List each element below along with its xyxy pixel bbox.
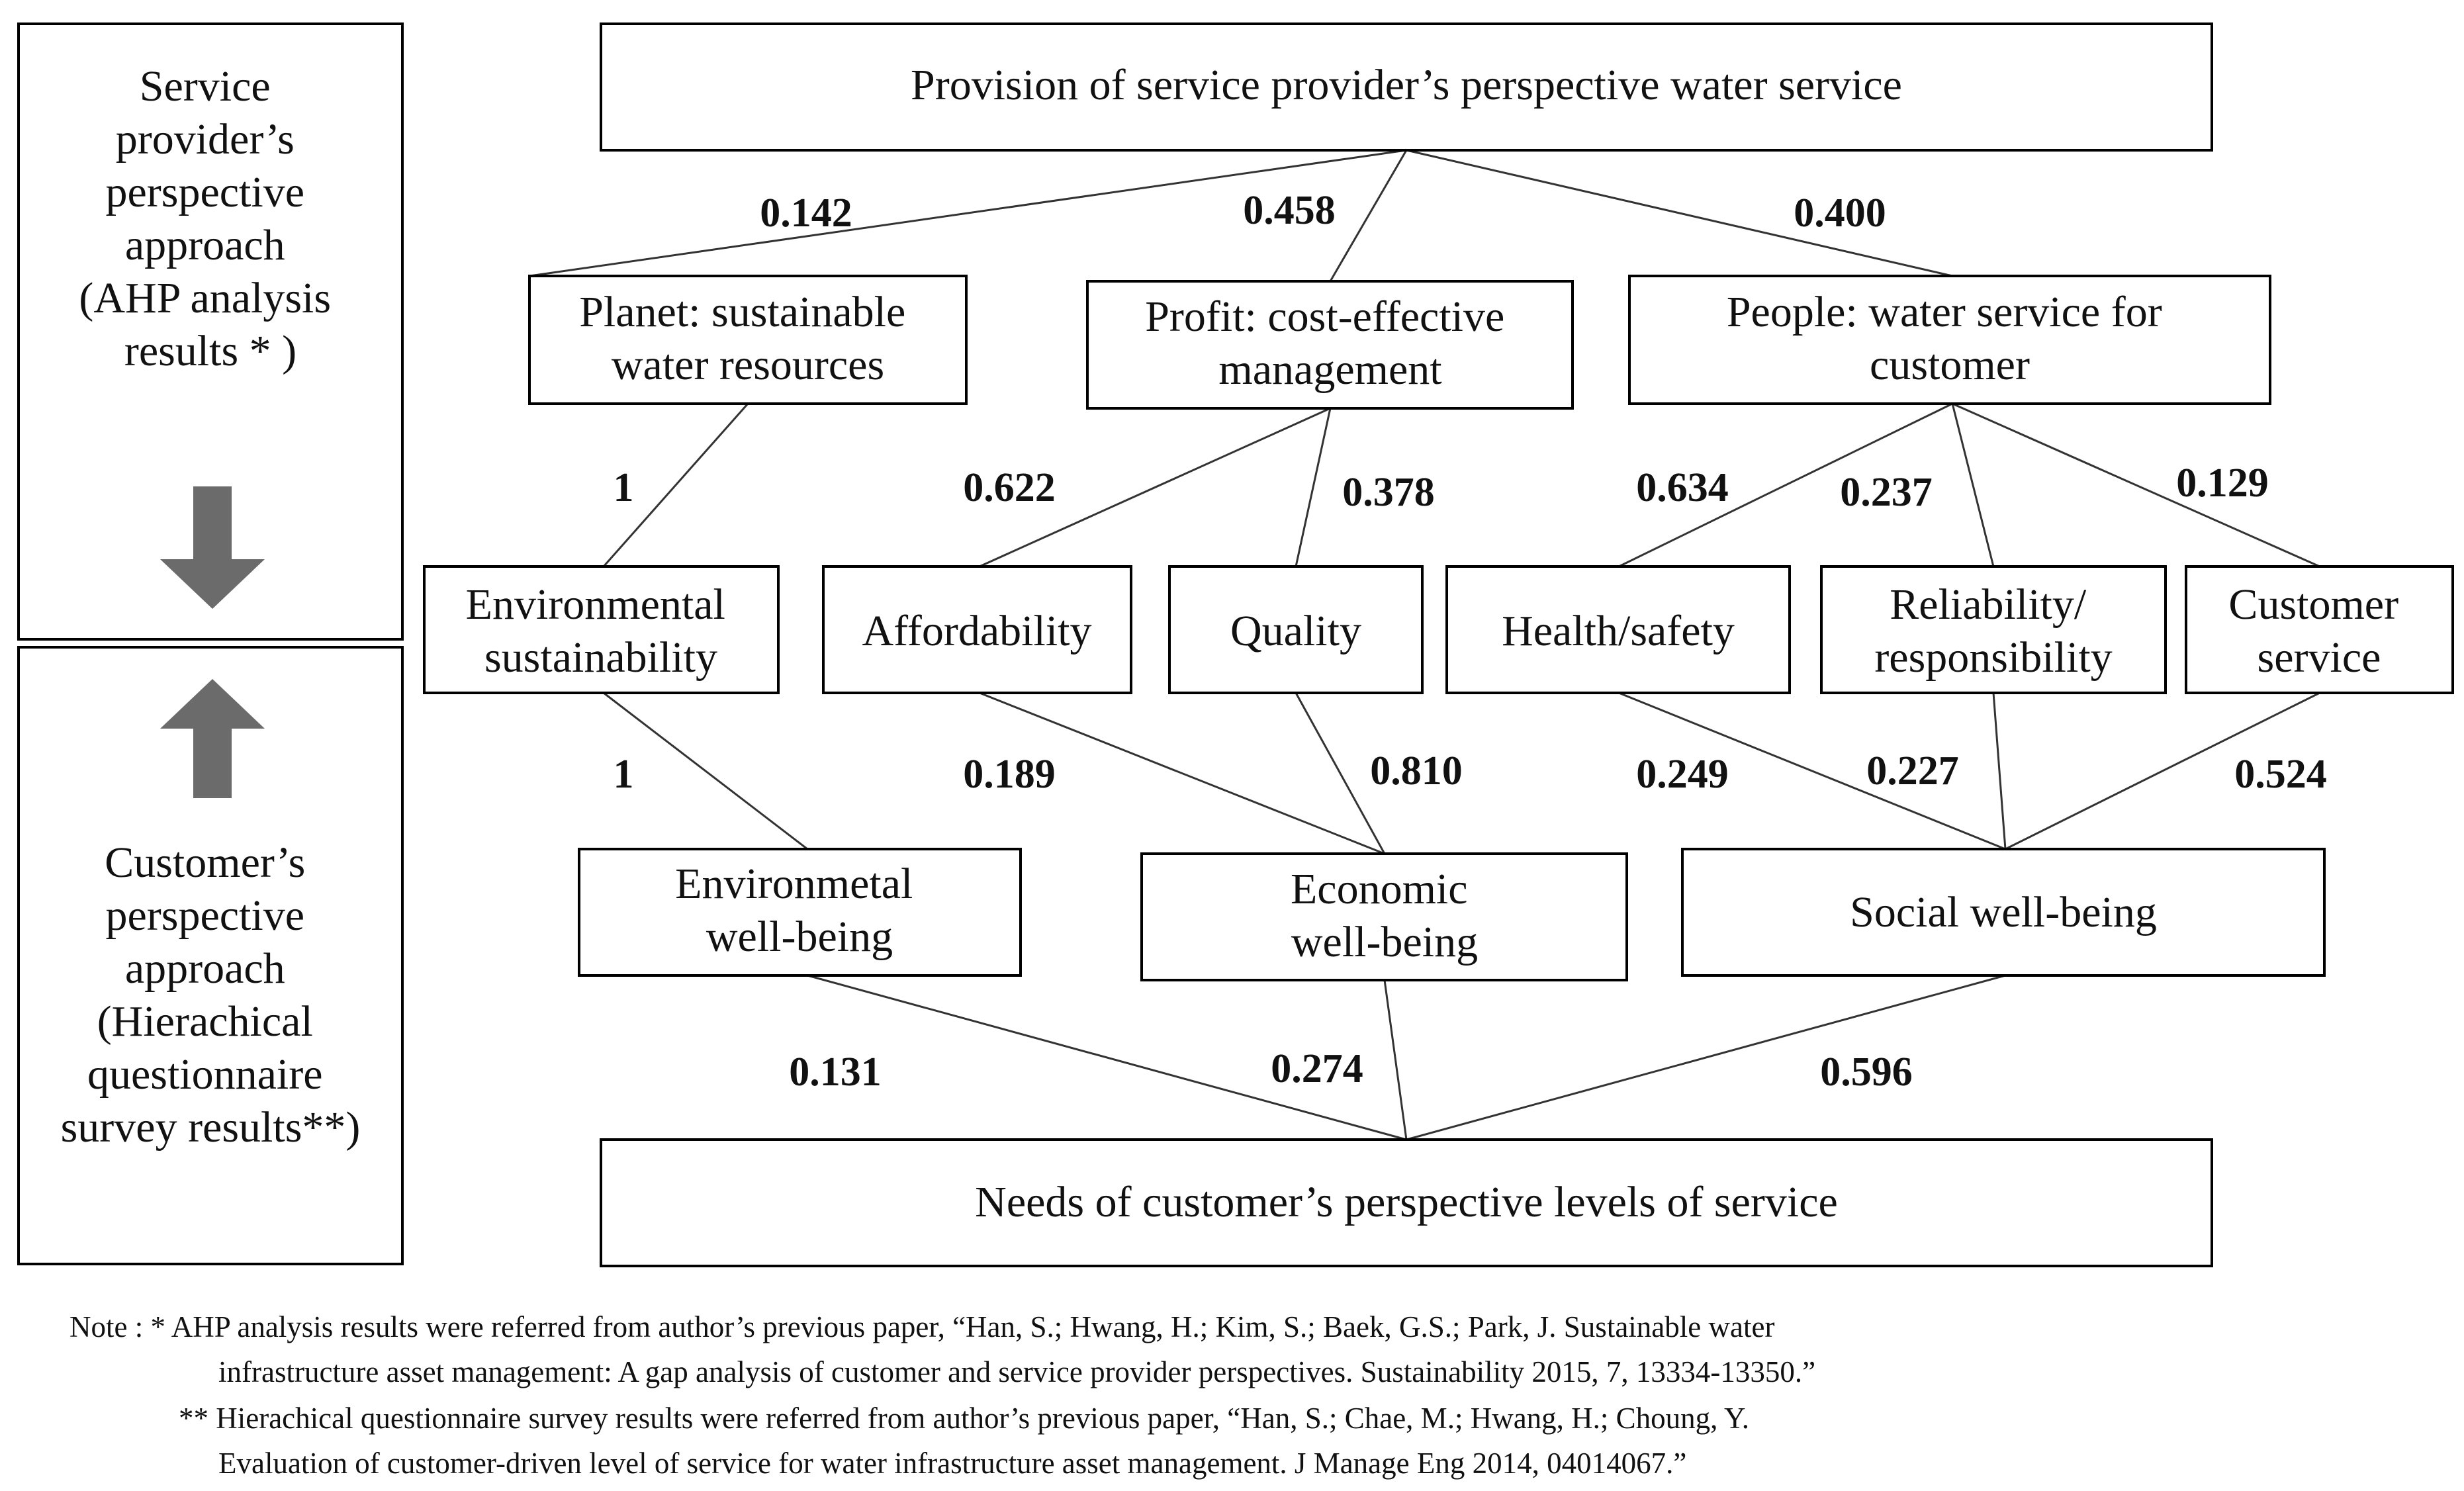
edge-rel-social xyxy=(1993,693,2005,849)
weight-planet: 0.142 xyxy=(760,191,852,236)
edge-env-envwb xyxy=(604,693,807,849)
side-panel-provider-text: Service provider’s perspective approach (AHP analysis results * ) xyxy=(79,62,332,375)
customer-service-box-label: Customer service xyxy=(2228,580,2399,682)
env-wellbeing-box-label: Environmetal well-being xyxy=(675,860,913,961)
weight-env-to-envwb: 1 xyxy=(613,752,634,797)
edge-top-profit xyxy=(1330,150,1406,281)
weight-env-sustainability: 1 xyxy=(613,465,634,510)
notes xyxy=(69,1310,1815,1480)
environmental-box-label: Environmental sustainability xyxy=(465,580,725,682)
weight-customer-service: 0.129 xyxy=(2176,461,2269,506)
weight-health: 0.634 xyxy=(1636,465,1729,510)
weight-people: 0.400 xyxy=(1794,191,1886,236)
weight-affordability: 0.622 xyxy=(963,465,1056,510)
weight-reliability: 0.237 xyxy=(1840,470,1933,515)
weight-profit: 0.458 xyxy=(1243,188,1336,233)
note-line-2: infrastructure asset management: A gap analysis of customer and service provider perspectives. Sustainability 2015, 7, 13334-13350.” xyxy=(218,1355,1816,1388)
econ-wellbeing-box-label: Economic well-being xyxy=(1290,865,1479,966)
weight-envwb-to-needs: 0.131 xyxy=(789,1050,882,1095)
bottom-box-label: Needs of customer’s perspective levels of service xyxy=(975,1178,1838,1226)
weight-quality: 0.378 xyxy=(1342,470,1435,515)
reliability-box-label: Reliability/ responsibility xyxy=(1874,580,2113,682)
note-line-3: ** Hierachical questionnaire survey results were referred from author’s previous paper, “Han, S.; Chae, M.; Hwang, H.; Choung, Y. xyxy=(179,1402,1749,1435)
social-wellbeing-box-label: Social well-being xyxy=(1850,888,2157,936)
side-panel-customer-text: Customer’s perspective approach (Hierachical questionnaire survey results**) xyxy=(60,838,361,1152)
health-box-label: Health/safety xyxy=(1502,607,1735,655)
edge-profit-qual xyxy=(1296,408,1330,566)
weight-cs-to-social: 0.524 xyxy=(2234,752,2327,797)
weight-health-to-social: 0.249 xyxy=(1636,752,1729,797)
edge-econ-needs xyxy=(1385,980,1406,1140)
profit-box-label: Profit: cost-effective management xyxy=(1145,293,1505,394)
weight-econ-to-needs: 0.274 xyxy=(1271,1046,1363,1091)
note-line-1: Note : * AHP analysis results were referred from author’s previous paper, “Han, S.; Hwang, H.; Kim, S.; Baek, G.S.; Park, J. Sustainable water xyxy=(69,1310,1775,1343)
weight-rel-to-social: 0.227 xyxy=(1866,748,1959,793)
top-box-label: Provision of service provider’s perspective water service xyxy=(911,61,1902,109)
planet-box-label: Planet: sustainable water resources xyxy=(579,288,906,389)
edge-people-rel xyxy=(1952,404,1993,566)
people-box-label: People: water service for customer xyxy=(1726,288,2162,389)
note-line-4: Evaluation of customer-driven level of service for water infrastructure asset management. J Manage Eng 2014, 04014067.” xyxy=(218,1447,1687,1480)
weight-qual-to-econ: 0.810 xyxy=(1370,748,1463,793)
weight-social-to-needs: 0.596 xyxy=(1820,1050,1913,1095)
quality-box-label: Quality xyxy=(1230,607,1361,655)
weight-aff-to-econ: 0.189 xyxy=(963,752,1056,797)
affordability-box-label: Affordability xyxy=(862,607,1092,655)
edge-social-needs xyxy=(1406,975,2005,1140)
